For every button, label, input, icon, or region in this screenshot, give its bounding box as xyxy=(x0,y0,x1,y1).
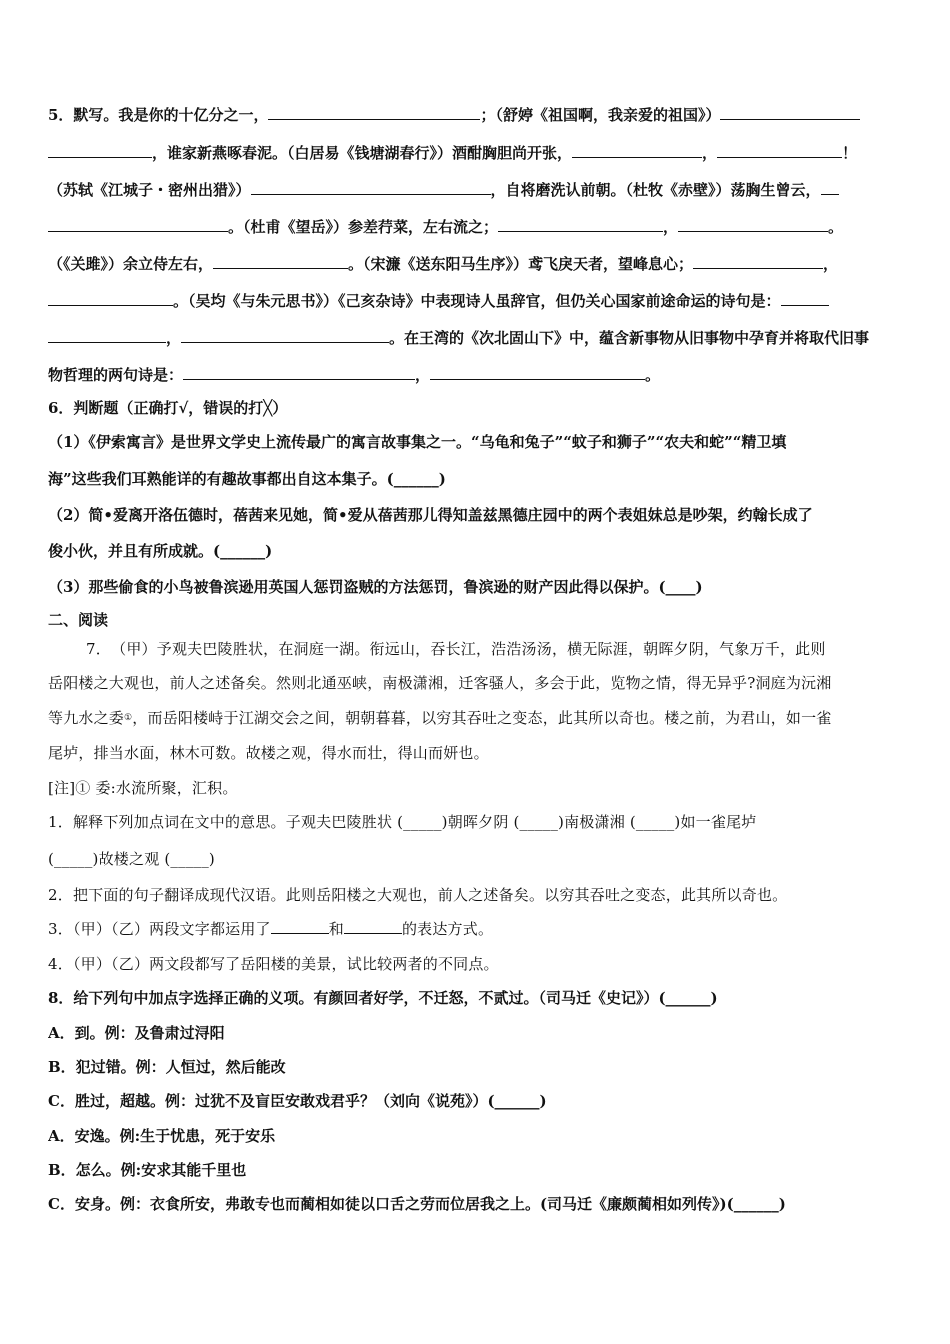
q7-text: 3．（甲）（乙）两段文字都运用了 xyxy=(48,920,271,938)
q8-option-b-2: B．怎么。例:安求其能千里也 xyxy=(48,1161,247,1179)
answer-blank[interactable] xyxy=(251,180,491,195)
answer-blank[interactable] xyxy=(48,143,152,158)
q7-text: 的表达方式。 xyxy=(401,920,494,938)
q5-text: ；（舒婷《祖国啊，我亲爱的祖国》） xyxy=(480,106,721,124)
q5-text: ，自将磨洗认前朝。（杜牧《赤壁》）荡胸生曾云， xyxy=(490,181,821,199)
answer-blank[interactable] xyxy=(720,105,860,120)
q6-title: 6．判断题（正确打√，错误的打╳） xyxy=(48,399,288,417)
q5-text: 。在王湾的《次北固山下》中，蕴含新事物从旧事物中孕育并将取代旧事 xyxy=(389,329,870,347)
q5-line-8 xyxy=(48,365,908,385)
q6-item-2-line-2: 俊小伙，并且有所成就。(______) xyxy=(48,542,273,560)
q5-text: 。（宋濂《送东阳马生序》）鸢飞戾天者，望峰息心； xyxy=(348,255,694,273)
answer-blank[interactable] xyxy=(781,291,829,306)
answer-blank[interactable] xyxy=(48,291,173,306)
answer-blank[interactable] xyxy=(271,919,329,934)
q5-text: ！ xyxy=(842,144,858,162)
answer-blank[interactable] xyxy=(430,365,645,380)
q5-text: （《关雎》）余立侍左右， xyxy=(48,255,214,273)
q8-title: 8．给下列句中加点字选择正确的义项。有颜回者好学，不迁怒，不贰过。（司马迁《史记》）(______) xyxy=(48,989,718,1007)
answer-blank[interactable] xyxy=(572,143,702,158)
q5-line-6 xyxy=(48,291,908,311)
answer-blank[interactable] xyxy=(821,180,839,195)
q5-line-2 xyxy=(48,143,908,163)
q8-option-a-2: A．安逸。例:生于忧患，死于安乐 xyxy=(48,1127,276,1145)
q8-option-a-1: A．到。例：及鲁肃过浔阳 xyxy=(48,1024,225,1042)
q7-text: 等九水之委 xyxy=(48,709,125,727)
q5-text: ， xyxy=(663,218,679,236)
answer-blank[interactable] xyxy=(717,143,842,158)
q5-text: （苏轼《江城子・密州出猎》） xyxy=(48,181,251,199)
q5-text: ， xyxy=(823,255,839,273)
q5-line-5 xyxy=(48,254,908,274)
answer-blank[interactable] xyxy=(213,254,348,269)
q5-text: ， xyxy=(166,329,182,347)
answer-blank[interactable] xyxy=(183,365,415,380)
q7-passage-line-2: 岳阳楼之大观也，前人之述备矣。然则北通巫峡，南极潇湘，迁客骚人，多会于此，览物之情，得无异乎?洞庭为沅湘 xyxy=(48,674,832,692)
answer-blank[interactable] xyxy=(48,328,166,343)
q5-text: ， xyxy=(702,144,718,162)
q7-sub-1-line-2: (_____)故楼之观 (_____) xyxy=(48,850,215,868)
q7-footnote: [注]① 委:水流所聚，汇积。 xyxy=(48,779,238,797)
q5-text: 。（杜甫《望岳》）参差荇菜，左右流之； xyxy=(228,218,499,236)
q7-text: 和 xyxy=(328,920,344,938)
q6-item-3: （3）那些偷食的小鸟被鲁滨逊用英国人惩罚盗贼的方法惩罚，鲁滨逊的财产因此得以保护。(____) xyxy=(48,578,703,596)
q5-text: 。 xyxy=(645,366,661,384)
q6-item-1-line-2: 海”这些我们耳熟能详的有趣故事都出自这本集子。(______) xyxy=(48,470,446,488)
q5-line-3 xyxy=(48,180,908,200)
q5-line-1 xyxy=(48,105,908,125)
q7-passage-line-3 xyxy=(48,708,908,728)
answer-blank[interactable] xyxy=(268,105,480,120)
q5-text: ， xyxy=(415,366,431,384)
q8-option-c-2: C．安身。例：衣食所安，弗敢专也而蔺相如徒以口舌之劳而位居我之上。(司马迁《廉颇蔺相如列传》)(______) xyxy=(48,1195,786,1213)
q7-sub-2: 2．把下面的句子翻译成现代汉语。此则岳阳楼之大观也，前人之述备矣。以穷其吞吐之变态，此其所以奇也。 xyxy=(48,886,788,904)
q5-text: ，谁家新燕啄春泥。（白居易《钱塘湖春行》）酒酣胸胆尚开张， xyxy=(152,144,573,162)
answer-blank[interactable] xyxy=(48,217,228,232)
footnote-marker: ① xyxy=(124,713,133,723)
q8-option-c-1: C．胜过，超越。例：过犹不及盲臣安敢戏君乎？（刘向《说苑》）(______) xyxy=(48,1092,547,1110)
answer-blank[interactable] xyxy=(693,254,823,269)
q7-text: ，而岳阳楼峙于江湖交会之间，朝朝暮暮，以穷其吞吐之变态，此其所以奇也。楼之前，为君山，如一雀 xyxy=(132,709,832,727)
q6-item-2-line-1: （2）简•爱离开洛伍德时，蓓茜来见她，简•爱从蓓茜那儿得知盖兹黑德庄园中的两个表姐妹总是吵架，约翰长成了 xyxy=(48,506,813,524)
answer-blank[interactable] xyxy=(181,328,389,343)
q7-passage-line-4: 尾垆，排当水面，林木可数。故楼之观，得水而壮，得山而妍也。 xyxy=(48,744,489,762)
q5-text: 。（吴均《与朱元思书》）《己亥杂诗》中表现诗人虽辞官，但仍关心国家前途命运的诗句是： xyxy=(173,292,781,310)
q7-sub-4: 4．（甲）（乙）两文段都写了岳阳楼的美景，试比较两者的不同点。 xyxy=(48,955,499,973)
q8-option-b-1: B．犯过错。例：人恒过，然后能改 xyxy=(48,1058,286,1076)
q5-text: 。 xyxy=(828,218,844,236)
q5-text: 物哲理的两句诗是： xyxy=(48,366,184,384)
q7-passage-line-1: 7． （甲）予观夫巴陵胜状，在洞庭一湖。衔远山，吞长江，浩浩汤汤，横无际涯，朝晖夕阴，气象万千，此则 xyxy=(86,640,826,658)
q5-text: 5．默写。我是你的十亿分之一， xyxy=(48,106,269,124)
q5-line-7 xyxy=(48,328,908,348)
answer-blank[interactable] xyxy=(678,217,828,232)
q7-sub-1-line-1: 1．解释下列加点词在文中的意思。子观夫巴陵胜状 (_____)朝晖夕阴 (_____)南极潇湘 (_____)如一雀尾垆 xyxy=(48,813,757,831)
answer-blank[interactable] xyxy=(344,919,402,934)
q6-item-1-line-1: （1）《伊索寓言》是世界文学史上流传最广的寓言故事集之一。“乌龟和兔子”“蚊子和狮子”“农夫和蛇”“精卫填 xyxy=(48,433,787,451)
q5-line-4 xyxy=(48,217,908,237)
section-heading-reading: 二、阅读 xyxy=(48,611,109,629)
q7-sub-3 xyxy=(48,919,908,939)
answer-blank[interactable] xyxy=(498,217,663,232)
